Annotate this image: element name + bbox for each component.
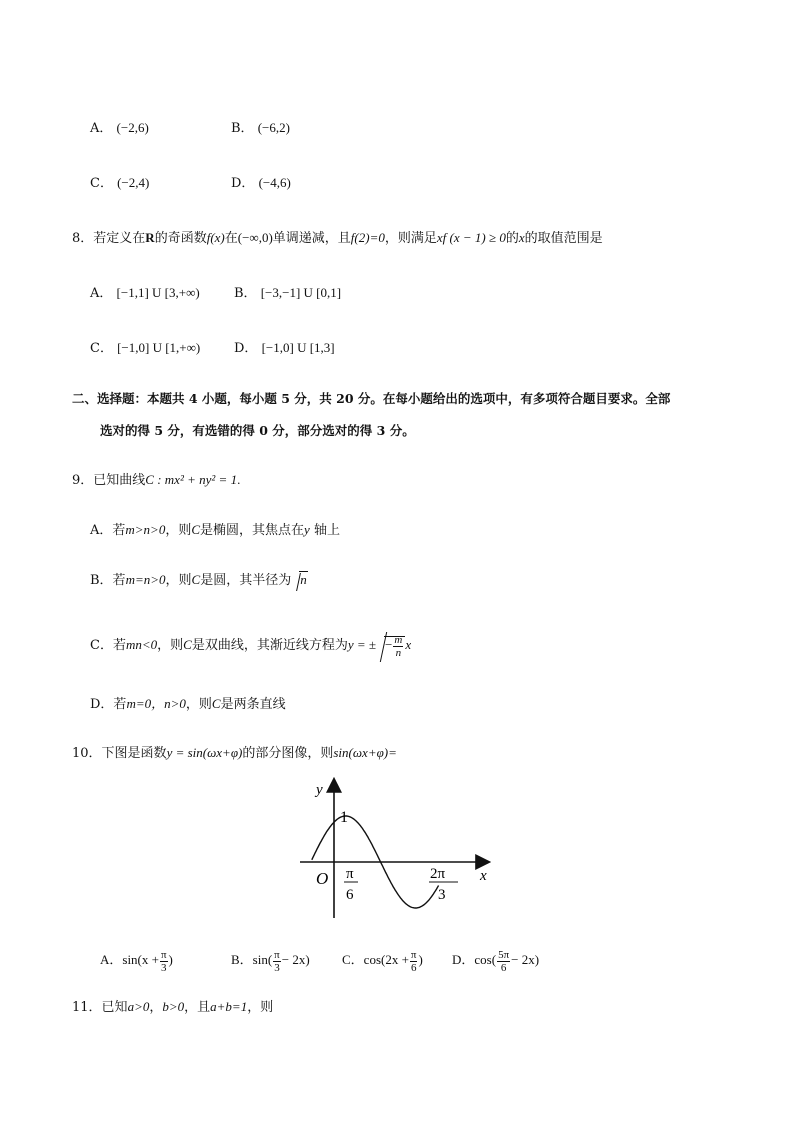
function: sin(ωx+φ)= xyxy=(333,745,397,760)
denominator: 6 xyxy=(410,961,417,974)
condition: m=0，n>0 xyxy=(126,696,186,711)
condition: m>n>0 xyxy=(125,522,166,537)
text: 是两条直线 xyxy=(220,697,286,712)
y-axis-label: y xyxy=(316,782,323,798)
q7-option-a xyxy=(90,119,149,138)
origin-label: O xyxy=(316,869,329,888)
condition: mn<0 xyxy=(125,637,158,652)
inequality: xf (x − 1) ≥ 0 xyxy=(436,230,506,245)
q7-option-c xyxy=(90,174,149,193)
text: 单调递减，且 xyxy=(272,231,351,246)
text: ，则满足 xyxy=(384,231,437,246)
text: ，则 xyxy=(165,573,192,588)
q7-option-b xyxy=(231,119,290,138)
text: ，则 xyxy=(165,523,192,538)
section-2-header-line1: 二、选择题：本题共 4 小题，每小题 5 分，共 20 分。在每小题给出的选项中，有多项符合题目要求。全部 xyxy=(72,391,671,406)
option-value: (−4,6) xyxy=(258,175,291,190)
denominator: 3 xyxy=(161,961,167,974)
q10-stem xyxy=(72,744,397,763)
condition: a>0 xyxy=(127,999,150,1014)
variable-x: x xyxy=(518,230,525,245)
option-label: A．若 xyxy=(90,523,126,538)
sine-graph xyxy=(296,776,496,926)
text: 的 xyxy=(505,231,519,246)
q10-option-b xyxy=(231,945,310,975)
q9-stem: 9．已知曲线C : mx² + ny² = 1. xyxy=(72,472,241,488)
sqrt-fraction: − $\frac{m}{n}$ xyxy=(376,630,405,660)
text: 是圆，其半径为 xyxy=(200,573,292,588)
variable-y: y xyxy=(304,522,310,537)
condition: m=n>0 xyxy=(125,572,166,587)
text: 若定义在 xyxy=(93,231,146,246)
denominator: 3 xyxy=(274,961,280,974)
numerator: 5π xyxy=(498,948,510,961)
sqrt-n xyxy=(291,571,308,589)
option-value: (−2,4) xyxy=(117,175,150,190)
option-label: A． xyxy=(90,121,113,136)
q8-option-a xyxy=(90,284,200,303)
option-label: A． xyxy=(90,286,113,301)
tick-twopi: 2π xyxy=(430,866,446,882)
function-fx: f(x) xyxy=(206,230,225,245)
q10-option-d xyxy=(452,945,539,975)
tick-three: 3 xyxy=(438,887,446,903)
curve-name: C xyxy=(191,572,201,587)
curve-name: C xyxy=(183,637,192,652)
question-number: 9． xyxy=(72,473,94,488)
text: 的取值范围是 xyxy=(524,231,603,246)
text: ，则 xyxy=(157,638,184,653)
expr-post: ) xyxy=(168,952,173,967)
q9-option-a xyxy=(90,521,340,540)
question-number: 11． xyxy=(72,1000,102,1015)
option-label: D． xyxy=(231,176,255,191)
q8-option-b xyxy=(234,284,341,303)
expr-pre: sin(x + xyxy=(122,952,159,967)
numerator: π xyxy=(274,948,280,961)
text: 是椭圆，其焦点在 xyxy=(200,523,305,538)
text: 下图是函数 xyxy=(101,746,167,761)
text: 的部分图像，则 xyxy=(242,746,334,761)
option-label: D．若 xyxy=(90,697,127,712)
denominator: n xyxy=(395,646,402,659)
text: ，且 xyxy=(184,1000,211,1015)
text: ，则 xyxy=(247,1000,274,1015)
interval: (−∞,0) xyxy=(237,230,273,245)
option-label: C． xyxy=(90,176,113,191)
numerator: m xyxy=(394,633,403,646)
curve-name: C xyxy=(211,696,221,711)
tick-label-one: 1 xyxy=(340,809,348,826)
option-label: C． xyxy=(90,341,113,356)
text: 是双曲线，其渐近线方程为 xyxy=(191,638,348,653)
text: 在 xyxy=(224,231,238,246)
option-label: C． xyxy=(342,952,364,967)
option-label: A． xyxy=(100,952,123,967)
numerator: π xyxy=(410,948,417,961)
text: 已知 xyxy=(101,1000,128,1015)
text: 的奇函数 xyxy=(154,231,207,246)
function: y = sin(ωx+φ) xyxy=(166,745,243,760)
option-value: [−1,0] U [1,3] xyxy=(261,340,335,355)
q11-stem xyxy=(72,998,273,1017)
option-value: [−1,1] U [3,+∞) xyxy=(116,285,200,300)
option-label: B． xyxy=(231,121,254,136)
question-number: 10． xyxy=(72,746,102,761)
curve-equation: C : mx² + ny² = 1 xyxy=(145,472,238,487)
expr-post: − 2x) xyxy=(511,952,540,967)
expr-pre: sin( xyxy=(252,952,273,967)
q10-option-c xyxy=(342,945,423,975)
q7-option-d xyxy=(231,174,291,193)
tick-six: 6 xyxy=(346,887,354,903)
option-label: B． xyxy=(231,952,253,967)
condition: b>0 xyxy=(162,999,185,1014)
q10-option-a xyxy=(100,945,173,975)
question-number: 8． xyxy=(72,231,94,246)
condition-f2: f(2)=0 xyxy=(350,230,385,245)
option-label: B．若 xyxy=(90,573,126,588)
q9-option-b xyxy=(90,571,308,590)
q8-stem xyxy=(72,229,603,248)
q9-option-d xyxy=(90,695,286,714)
section-2-header-line2: 选对的得 5 分，有选错的得 0 分，部分选对的得 3 分。 xyxy=(100,423,415,438)
real-set-symbol: R xyxy=(145,230,155,245)
tick-pi: π xyxy=(346,866,354,882)
option-label: D． xyxy=(234,341,258,356)
text: ， xyxy=(149,1000,163,1015)
radicand: n xyxy=(300,572,307,587)
curve-name: C xyxy=(191,522,201,537)
option-label: D． xyxy=(452,952,475,967)
asymptote-eq: y = ± xyxy=(347,637,377,652)
text: 轴上 xyxy=(309,523,340,538)
denominator: 6 xyxy=(500,961,507,974)
expr-pre: cos(2x + xyxy=(363,952,409,967)
option-value: (−6,2) xyxy=(257,120,290,135)
condition: a+b=1 xyxy=(210,999,248,1014)
q8-option-d xyxy=(234,339,335,358)
text: ，则 xyxy=(185,697,212,712)
q9-option-c xyxy=(90,630,411,661)
x-axis-label: x xyxy=(480,868,487,884)
option-value: (−2,6) xyxy=(116,120,149,135)
option-value: [−3,−1] U [0,1] xyxy=(260,285,342,300)
expr-post: − 2x) xyxy=(281,952,310,967)
expr-post: ) xyxy=(418,952,423,967)
option-label: C．若 xyxy=(90,638,126,653)
variable-x: x xyxy=(405,637,412,652)
expr-pre: cos( xyxy=(474,952,497,967)
text: 已知曲线 xyxy=(93,473,146,488)
numerator: π xyxy=(160,948,167,961)
option-value: [−1,0] U [1,+∞) xyxy=(117,340,201,355)
option-label: B． xyxy=(234,286,257,301)
q8-option-c xyxy=(90,339,200,358)
